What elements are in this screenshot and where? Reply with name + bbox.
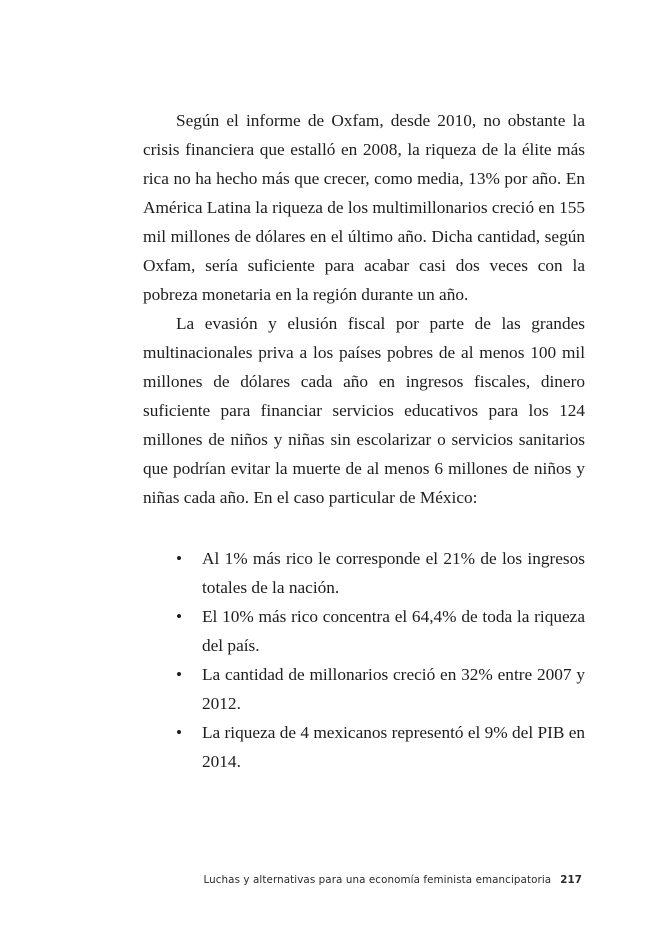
bullet-icon: •: [175, 665, 183, 684]
list-item: [143, 718, 585, 776]
list-item-text: Al 1% más rico le corresponde el 21% de los ingresos totales de la nación.: [202, 549, 585, 597]
body-text: [143, 106, 585, 776]
page-footer: [204, 874, 582, 886]
paragraph-oxfam-report: Según el informe de Oxfam, desde 2010, no obstante la crisis financiera que estalló en 2008, la riqueza de la élite más rica no ha hecho más que crecer, como media, 13% por año. En América Latina la riqueza de los multimillonarios creció en 155 mil millones de dólares en el último año. Dicha cantidad, según Oxfam, sería suficiente para acabar casi dos veces con la pobreza monetaria en la región durante un año.: [143, 111, 585, 304]
bullet-icon: •: [175, 549, 183, 568]
paragraph-tax-evasion: La evasión y elusión fiscal por parte de las grandes multinacionales priva a los países pobres de al menos 100 mil millones de dólares cada año en ingresos fiscales, dinero suficiente para financiar servicios educativos para los 124 millones de niños y niñas sin escolarizar o servicios sanitarios que podrían evitar la muerte de al menos 6 millones de niños y niñas cada año. En el caso particular de México:: [143, 314, 585, 507]
list-item: [143, 544, 585, 602]
list-item-text: El 10% más rico concentra el 64,4% de toda la riqueza del país.: [202, 607, 585, 655]
mexico-facts-list: [143, 544, 585, 776]
page-number: 217: [560, 874, 582, 886]
list-item: [143, 602, 585, 660]
running-title: Luchas y alternativas para una economía feminista emancipatoria: [203, 874, 552, 886]
list-item-text: La cantidad de millonarios creció en 32% entre 2007 y 2012.: [202, 665, 585, 713]
bullet-icon: •: [175, 607, 183, 626]
bullet-icon: •: [175, 723, 183, 742]
list-item-text: La riqueza de 4 mexicanos representó el 9% del PIB en 2014.: [202, 723, 585, 771]
list-item: [143, 660, 585, 718]
